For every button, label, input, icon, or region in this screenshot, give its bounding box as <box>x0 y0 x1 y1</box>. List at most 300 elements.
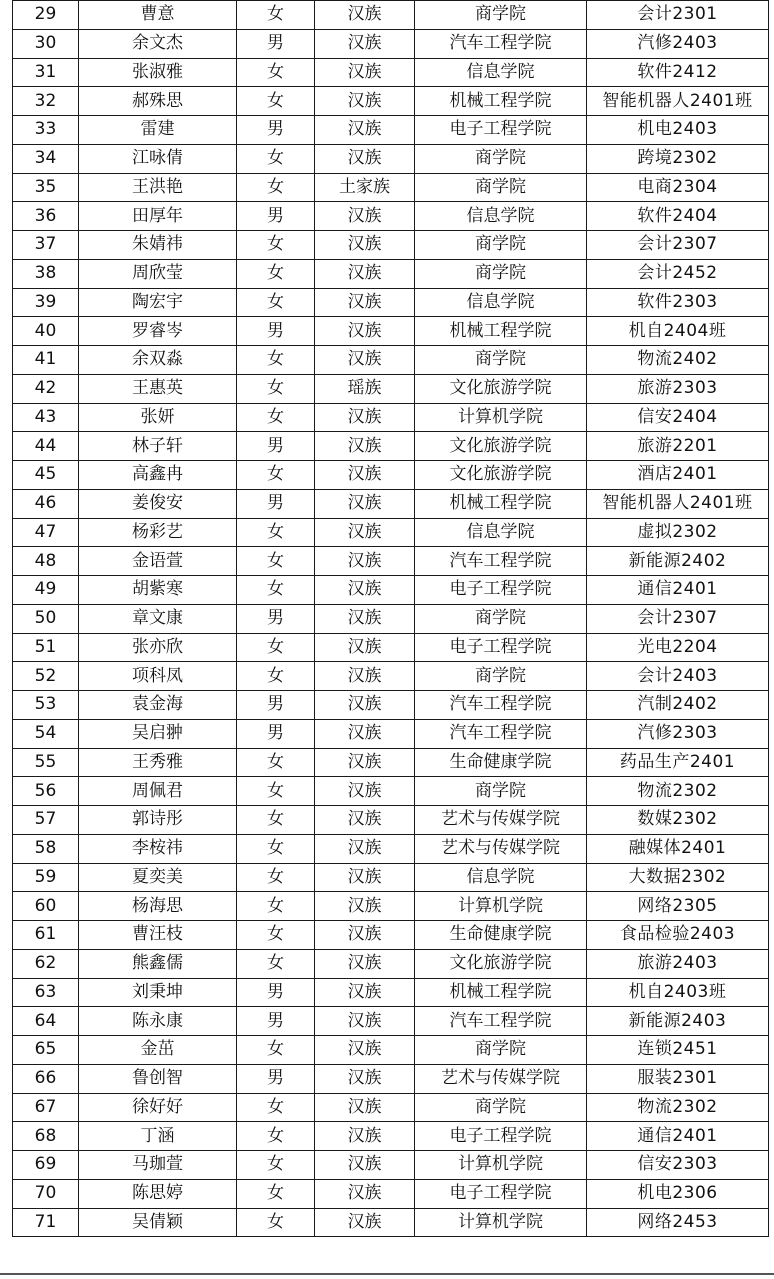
table-row <box>13 863 769 892</box>
table-row <box>13 604 769 633</box>
ethnicity-cell: 汉族 <box>315 259 415 288</box>
ethnicity-cell: 汉族 <box>315 633 415 662</box>
gender-cell: 女 <box>237 834 315 863</box>
row-number-cell: 55 <box>13 748 79 777</box>
class-cell: 智能机器人2401班 <box>587 87 769 116</box>
class-cell: 软件2404 <box>587 202 769 231</box>
student-name-cell: 郝殊思 <box>79 87 237 116</box>
table-row <box>13 403 769 432</box>
student-name-cell: 周欣莹 <box>79 259 237 288</box>
table-row <box>13 346 769 375</box>
row-number-cell: 65 <box>13 1036 79 1065</box>
class-cell: 电商2304 <box>587 173 769 202</box>
college-cell: 汽车工程学院 <box>415 691 587 720</box>
student-name-cell: 江咏倩 <box>79 144 237 173</box>
table-row <box>13 317 769 346</box>
gender-cell: 女 <box>237 288 315 317</box>
table-row <box>13 374 769 403</box>
college-cell: 艺术与传媒学院 <box>415 1064 587 1093</box>
student-name-cell: 朱婧祎 <box>79 231 237 260</box>
student-name-cell: 项科凤 <box>79 662 237 691</box>
class-cell: 信安2404 <box>587 403 769 432</box>
college-cell: 商学院 <box>415 173 587 202</box>
class-cell: 网络2305 <box>587 892 769 921</box>
ethnicity-cell: 汉族 <box>315 863 415 892</box>
class-cell: 信安2303 <box>587 1151 769 1180</box>
ethnicity-cell: 汉族 <box>315 1179 415 1208</box>
ethnicity-cell: 汉族 <box>315 58 415 87</box>
student-name-cell: 夏奕美 <box>79 863 237 892</box>
gender-cell: 男 <box>237 317 315 346</box>
college-cell: 信息学院 <box>415 202 587 231</box>
table-row <box>13 1151 769 1180</box>
ethnicity-cell: 汉族 <box>315 288 415 317</box>
ethnicity-cell: 汉族 <box>315 518 415 547</box>
college-cell: 信息学院 <box>415 863 587 892</box>
row-number-cell: 42 <box>13 374 79 403</box>
ethnicity-cell: 汉族 <box>315 1208 415 1237</box>
class-cell: 物流2402 <box>587 346 769 375</box>
class-cell: 大数据2302 <box>587 863 769 892</box>
student-name-cell: 曹汪枝 <box>79 921 237 950</box>
row-number-cell: 59 <box>13 863 79 892</box>
class-cell: 软件2303 <box>587 288 769 317</box>
college-cell: 电子工程学院 <box>415 633 587 662</box>
student-name-cell: 张淑雅 <box>79 58 237 87</box>
row-number-cell: 30 <box>13 29 79 58</box>
gender-cell: 女 <box>237 892 315 921</box>
row-number-cell: 39 <box>13 288 79 317</box>
gender-cell: 男 <box>237 116 315 145</box>
row-number-cell: 41 <box>13 346 79 375</box>
gender-cell: 女 <box>237 576 315 605</box>
class-cell: 新能源2403 <box>587 1007 769 1036</box>
ethnicity-cell: 汉族 <box>315 346 415 375</box>
college-cell: 艺术与传媒学院 <box>415 806 587 835</box>
row-number-cell: 63 <box>13 978 79 1007</box>
table-row <box>13 1 769 30</box>
row-number-cell: 43 <box>13 403 79 432</box>
ethnicity-cell: 瑶族 <box>315 374 415 403</box>
ethnicity-cell: 汉族 <box>315 921 415 950</box>
college-cell: 商学院 <box>415 346 587 375</box>
gender-cell: 女 <box>237 1208 315 1237</box>
ethnicity-cell: 汉族 <box>315 691 415 720</box>
college-cell: 商学院 <box>415 259 587 288</box>
college-cell: 计算机学院 <box>415 1151 587 1180</box>
class-cell: 药品生产2401 <box>587 748 769 777</box>
table-row <box>13 58 769 87</box>
ethnicity-cell: 汉族 <box>315 949 415 978</box>
ethnicity-cell: 汉族 <box>315 892 415 921</box>
college-cell: 商学院 <box>415 1093 587 1122</box>
class-cell: 旅游2303 <box>587 374 769 403</box>
table-row <box>13 1122 769 1151</box>
gender-cell: 女 <box>237 403 315 432</box>
table-row <box>13 1208 769 1237</box>
row-number-cell: 48 <box>13 547 79 576</box>
college-cell: 艺术与传媒学院 <box>415 834 587 863</box>
student-name-cell: 陈永康 <box>79 1007 237 1036</box>
college-cell: 文化旅游学院 <box>415 374 587 403</box>
ethnicity-cell: 汉族 <box>315 576 415 605</box>
class-cell: 会计2301 <box>587 1 769 30</box>
student-name-cell: 曹意 <box>79 1 237 30</box>
class-cell: 虚拟2302 <box>587 518 769 547</box>
college-cell: 机械工程学院 <box>415 978 587 1007</box>
student-name-cell: 杨彩艺 <box>79 518 237 547</box>
student-name-cell: 吴倩颖 <box>79 1208 237 1237</box>
ethnicity-cell: 汉族 <box>315 662 415 691</box>
ethnicity-cell: 汉族 <box>315 1064 415 1093</box>
row-number-cell: 54 <box>13 719 79 748</box>
student-name-cell: 金茁 <box>79 1036 237 1065</box>
ethnicity-cell: 汉族 <box>315 87 415 116</box>
table-row <box>13 633 769 662</box>
gender-cell: 女 <box>237 231 315 260</box>
gender-cell: 男 <box>237 691 315 720</box>
ethnicity-cell: 汉族 <box>315 719 415 748</box>
ethnicity-cell: 汉族 <box>315 547 415 576</box>
student-name-cell: 胡紫寒 <box>79 576 237 605</box>
student-name-cell: 吴启翀 <box>79 719 237 748</box>
class-cell: 通信2401 <box>587 1122 769 1151</box>
table-row <box>13 518 769 547</box>
student-name-cell: 马珈萱 <box>79 1151 237 1180</box>
row-number-cell: 57 <box>13 806 79 835</box>
row-number-cell: 29 <box>13 1 79 30</box>
ethnicity-cell: 汉族 <box>315 834 415 863</box>
row-number-cell: 58 <box>13 834 79 863</box>
ethnicity-cell: 汉族 <box>315 978 415 1007</box>
gender-cell: 男 <box>237 719 315 748</box>
student-name-cell: 姜俊安 <box>79 489 237 518</box>
gender-cell: 女 <box>237 547 315 576</box>
row-number-cell: 60 <box>13 892 79 921</box>
class-cell: 智能机器人2401班 <box>587 489 769 518</box>
ethnicity-cell: 土家族 <box>315 173 415 202</box>
ethnicity-cell: 汉族 <box>315 202 415 231</box>
row-number-cell: 34 <box>13 144 79 173</box>
class-cell: 光电2204 <box>587 633 769 662</box>
table-row <box>13 1007 769 1036</box>
gender-cell: 女 <box>237 374 315 403</box>
ethnicity-cell: 汉族 <box>315 748 415 777</box>
row-number-cell: 31 <box>13 58 79 87</box>
gender-cell: 女 <box>237 1036 315 1065</box>
ethnicity-cell: 汉族 <box>315 1093 415 1122</box>
gender-cell: 女 <box>237 1179 315 1208</box>
college-cell: 信息学院 <box>415 58 587 87</box>
table-row <box>13 202 769 231</box>
college-cell: 商学院 <box>415 231 587 260</box>
roster-body <box>13 1 769 1237</box>
gender-cell: 女 <box>237 346 315 375</box>
class-cell: 物流2302 <box>587 777 769 806</box>
row-number-cell: 69 <box>13 1151 79 1180</box>
gender-cell: 男 <box>237 432 315 461</box>
row-number-cell: 61 <box>13 921 79 950</box>
college-cell: 商学院 <box>415 1036 587 1065</box>
gender-cell: 女 <box>237 461 315 490</box>
student-name-cell: 余文杰 <box>79 29 237 58</box>
gender-cell: 女 <box>237 806 315 835</box>
gender-cell: 女 <box>237 1 315 30</box>
college-cell: 商学院 <box>415 777 587 806</box>
college-cell: 电子工程学院 <box>415 1179 587 1208</box>
row-number-cell: 56 <box>13 777 79 806</box>
student-name-cell: 罗睿岑 <box>79 317 237 346</box>
ethnicity-cell: 汉族 <box>315 144 415 173</box>
row-number-cell: 47 <box>13 518 79 547</box>
row-number-cell: 68 <box>13 1122 79 1151</box>
class-cell: 会计2307 <box>587 231 769 260</box>
row-number-cell: 64 <box>13 1007 79 1036</box>
student-name-cell: 王洪艳 <box>79 173 237 202</box>
ethnicity-cell: 汉族 <box>315 777 415 806</box>
college-cell: 汽车工程学院 <box>415 719 587 748</box>
college-cell: 文化旅游学院 <box>415 461 587 490</box>
gender-cell: 男 <box>237 202 315 231</box>
gender-cell: 女 <box>237 777 315 806</box>
row-number-cell: 53 <box>13 691 79 720</box>
student-name-cell: 余双淼 <box>79 346 237 375</box>
row-number-cell: 50 <box>13 604 79 633</box>
gender-cell: 女 <box>237 259 315 288</box>
table-row <box>13 576 769 605</box>
college-cell: 信息学院 <box>415 288 587 317</box>
ethnicity-cell: 汉族 <box>315 432 415 461</box>
row-number-cell: 66 <box>13 1064 79 1093</box>
college-cell: 电子工程学院 <box>415 116 587 145</box>
student-name-cell: 张亦欣 <box>79 633 237 662</box>
class-cell: 软件2412 <box>587 58 769 87</box>
student-name-cell: 丁涵 <box>79 1122 237 1151</box>
table-row <box>13 547 769 576</box>
college-cell: 机械工程学院 <box>415 87 587 116</box>
class-cell: 服装2301 <box>587 1064 769 1093</box>
class-cell: 旅游2201 <box>587 432 769 461</box>
student-name-cell: 雷建 <box>79 116 237 145</box>
table-row <box>13 719 769 748</box>
table-row <box>13 288 769 317</box>
gender-cell: 女 <box>237 1122 315 1151</box>
college-cell: 机械工程学院 <box>415 317 587 346</box>
college-cell: 电子工程学院 <box>415 1122 587 1151</box>
college-cell: 商学院 <box>415 662 587 691</box>
ethnicity-cell: 汉族 <box>315 806 415 835</box>
gender-cell: 女 <box>237 1093 315 1122</box>
table-row <box>13 777 769 806</box>
row-number-cell: 67 <box>13 1093 79 1122</box>
ethnicity-cell: 汉族 <box>315 1151 415 1180</box>
ethnicity-cell: 汉族 <box>315 1122 415 1151</box>
student-name-cell: 田厚年 <box>79 202 237 231</box>
student-name-cell: 高鑫冉 <box>79 461 237 490</box>
gender-cell: 女 <box>237 921 315 950</box>
gender-cell: 女 <box>237 518 315 547</box>
table-row <box>13 29 769 58</box>
ethnicity-cell: 汉族 <box>315 116 415 145</box>
student-name-cell: 陈思婷 <box>79 1179 237 1208</box>
gender-cell: 男 <box>237 978 315 1007</box>
student-name-cell: 金语萱 <box>79 547 237 576</box>
class-cell: 食品检验2403 <box>587 921 769 950</box>
ethnicity-cell: 汉族 <box>315 1007 415 1036</box>
row-number-cell: 49 <box>13 576 79 605</box>
gender-cell: 男 <box>237 1007 315 1036</box>
row-number-cell: 52 <box>13 662 79 691</box>
table-row <box>13 748 769 777</box>
class-cell: 新能源2402 <box>587 547 769 576</box>
class-cell: 机自2403班 <box>587 978 769 1007</box>
table-row <box>13 1179 769 1208</box>
college-cell: 商学院 <box>415 1 587 30</box>
college-cell: 文化旅游学院 <box>415 949 587 978</box>
ethnicity-cell: 汉族 <box>315 1036 415 1065</box>
gender-cell: 女 <box>237 173 315 202</box>
gender-cell: 男 <box>237 1064 315 1093</box>
table-row <box>13 921 769 950</box>
table-row <box>13 259 769 288</box>
row-number-cell: 45 <box>13 461 79 490</box>
gender-cell: 女 <box>237 87 315 116</box>
class-cell: 物流2302 <box>587 1093 769 1122</box>
table-row <box>13 978 769 1007</box>
ethnicity-cell: 汉族 <box>315 461 415 490</box>
bottom-divider <box>0 1273 774 1275</box>
class-cell: 酒店2401 <box>587 461 769 490</box>
gender-cell: 女 <box>237 144 315 173</box>
ethnicity-cell: 汉族 <box>315 489 415 518</box>
table-row <box>13 806 769 835</box>
student-name-cell: 杨海思 <box>79 892 237 921</box>
row-number-cell: 37 <box>13 231 79 260</box>
table-row <box>13 461 769 490</box>
college-cell: 汽车工程学院 <box>415 1007 587 1036</box>
row-number-cell: 62 <box>13 949 79 978</box>
ethnicity-cell: 汉族 <box>315 231 415 260</box>
college-cell: 生命健康学院 <box>415 748 587 777</box>
student-name-cell: 周佩君 <box>79 777 237 806</box>
gender-cell: 男 <box>237 604 315 633</box>
college-cell: 计算机学院 <box>415 1208 587 1237</box>
gender-cell: 女 <box>237 633 315 662</box>
class-cell: 会计2403 <box>587 662 769 691</box>
table-row <box>13 662 769 691</box>
class-cell: 跨境2302 <box>587 144 769 173</box>
roster-sheet <box>12 0 768 1237</box>
gender-cell: 女 <box>237 58 315 87</box>
row-number-cell: 35 <box>13 173 79 202</box>
college-cell: 汽车工程学院 <box>415 547 587 576</box>
student-roster-table <box>12 0 769 1237</box>
ethnicity-cell: 汉族 <box>315 604 415 633</box>
gender-cell: 男 <box>237 489 315 518</box>
row-number-cell: 46 <box>13 489 79 518</box>
college-cell: 信息学院 <box>415 518 587 547</box>
row-number-cell: 51 <box>13 633 79 662</box>
college-cell: 文化旅游学院 <box>415 432 587 461</box>
college-cell: 电子工程学院 <box>415 576 587 605</box>
ethnicity-cell: 汉族 <box>315 403 415 432</box>
college-cell: 计算机学院 <box>415 403 587 432</box>
table-row <box>13 144 769 173</box>
row-number-cell: 38 <box>13 259 79 288</box>
gender-cell: 女 <box>237 1151 315 1180</box>
college-cell: 计算机学院 <box>415 892 587 921</box>
class-cell: 会计2452 <box>587 259 769 288</box>
table-row <box>13 432 769 461</box>
table-row <box>13 231 769 260</box>
table-row <box>13 173 769 202</box>
row-number-cell: 36 <box>13 202 79 231</box>
row-number-cell: 70 <box>13 1179 79 1208</box>
ethnicity-cell: 汉族 <box>315 29 415 58</box>
ethnicity-cell: 汉族 <box>315 1 415 30</box>
class-cell: 数媒2302 <box>587 806 769 835</box>
class-cell: 机自2404班 <box>587 317 769 346</box>
gender-cell: 男 <box>237 29 315 58</box>
table-row <box>13 1064 769 1093</box>
student-name-cell: 郭诗彤 <box>79 806 237 835</box>
student-name-cell: 张妍 <box>79 403 237 432</box>
gender-cell: 女 <box>237 662 315 691</box>
class-cell: 融媒体2401 <box>587 834 769 863</box>
table-row <box>13 834 769 863</box>
class-cell: 连锁2451 <box>587 1036 769 1065</box>
class-cell: 机电2306 <box>587 1179 769 1208</box>
student-name-cell: 袁金海 <box>79 691 237 720</box>
gender-cell: 女 <box>237 949 315 978</box>
class-cell: 汽制2402 <box>587 691 769 720</box>
class-cell: 会计2307 <box>587 604 769 633</box>
table-row <box>13 87 769 116</box>
student-name-cell: 鲁创智 <box>79 1064 237 1093</box>
table-row <box>13 949 769 978</box>
ethnicity-cell: 汉族 <box>315 317 415 346</box>
class-cell: 机电2403 <box>587 116 769 145</box>
class-cell: 通信2401 <box>587 576 769 605</box>
college-cell: 商学院 <box>415 144 587 173</box>
college-cell: 生命健康学院 <box>415 921 587 950</box>
table-row <box>13 116 769 145</box>
student-name-cell: 陶宏宇 <box>79 288 237 317</box>
class-cell: 网络2453 <box>587 1208 769 1237</box>
college-cell: 机械工程学院 <box>415 489 587 518</box>
row-number-cell: 71 <box>13 1208 79 1237</box>
table-row <box>13 489 769 518</box>
student-name-cell: 徐好好 <box>79 1093 237 1122</box>
row-number-cell: 32 <box>13 87 79 116</box>
student-name-cell: 王惠英 <box>79 374 237 403</box>
class-cell: 汽修2403 <box>587 29 769 58</box>
student-name-cell: 熊鑫儒 <box>79 949 237 978</box>
table-row <box>13 892 769 921</box>
college-cell: 商学院 <box>415 604 587 633</box>
student-name-cell: 林子轩 <box>79 432 237 461</box>
table-row <box>13 691 769 720</box>
class-cell: 汽修2303 <box>587 719 769 748</box>
table-row <box>13 1036 769 1065</box>
gender-cell: 女 <box>237 748 315 777</box>
class-cell: 旅游2403 <box>587 949 769 978</box>
student-name-cell: 李桉祎 <box>79 834 237 863</box>
student-name-cell: 章文康 <box>79 604 237 633</box>
table-row <box>13 1093 769 1122</box>
student-name-cell: 王秀雅 <box>79 748 237 777</box>
gender-cell: 女 <box>237 863 315 892</box>
